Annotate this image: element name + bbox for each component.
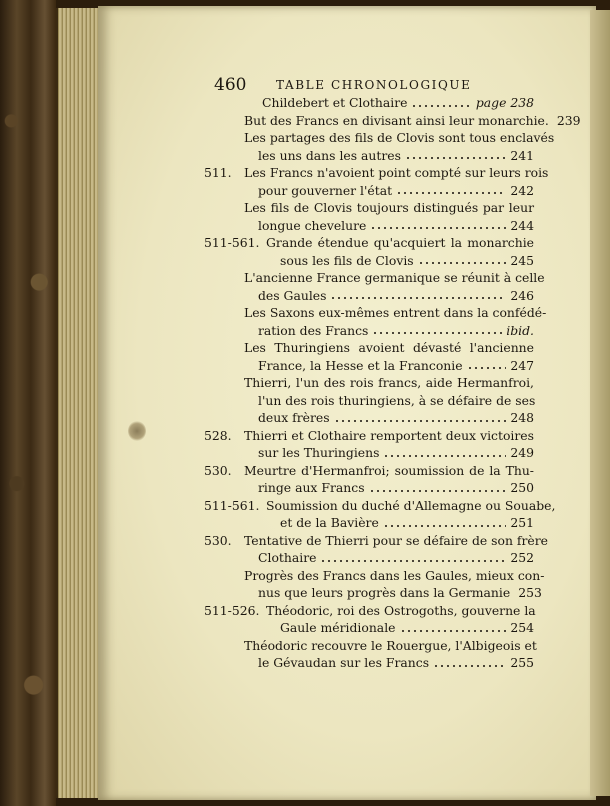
entry-text: France, la Hesse et la Franconie bbox=[258, 357, 463, 373]
entry-date: 511-561. bbox=[204, 497, 260, 513]
entry-line bbox=[204, 94, 534, 112]
chronology-entry bbox=[204, 304, 547, 339]
leader-dots bbox=[411, 104, 471, 108]
entry-text: longue chevelure bbox=[258, 217, 367, 233]
entry-line bbox=[204, 339, 534, 357]
entry-line bbox=[204, 392, 534, 410]
entry-text: Gaule méridionale bbox=[280, 620, 396, 635]
page-reference: 247 bbox=[510, 357, 534, 373]
marbled-book-edge bbox=[0, 0, 56, 806]
entry-line bbox=[204, 112, 581, 130]
foxing-spot bbox=[128, 421, 146, 441]
entry-text: Les Saxons eux-mêmes entrent dans la confédé- bbox=[244, 305, 547, 320]
entry-text: Childebert et Clothaire bbox=[262, 95, 408, 110]
entry-line bbox=[204, 287, 534, 305]
entry-text: Progrès des Francs dans les Gaules, mieux con- bbox=[244, 567, 545, 583]
entry-line bbox=[204, 479, 534, 497]
entry-text: Les partages des fils de Clovis sont tous enclavés bbox=[244, 130, 555, 145]
entry-text: ration des Francs bbox=[258, 322, 369, 338]
entry-text: Les Francs n'avoient point compté sur leurs rois bbox=[244, 165, 549, 180]
running-title: TABLE CHRONOLOGIQUE bbox=[276, 78, 472, 92]
entry-line bbox=[204, 357, 534, 375]
entry-line bbox=[204, 129, 555, 147]
entry-line bbox=[204, 199, 534, 217]
chronology-entry bbox=[204, 269, 545, 304]
chronology-entry bbox=[204, 462, 534, 497]
page-number: 460 bbox=[214, 75, 247, 95]
entry-line bbox=[204, 182, 534, 200]
chronology-entry bbox=[204, 427, 534, 462]
entry-date: 511. bbox=[204, 165, 232, 180]
entry-line bbox=[204, 619, 534, 637]
entry-line bbox=[204, 427, 534, 445]
entry-date: 528. bbox=[204, 427, 232, 443]
entry-text: les uns dans les autres bbox=[258, 147, 402, 163]
entry-text: ringe aux Francs bbox=[258, 480, 365, 495]
entry-line bbox=[204, 164, 549, 182]
chronology-entry bbox=[204, 374, 534, 427]
entry-line bbox=[204, 147, 534, 165]
entry-line bbox=[204, 637, 537, 655]
entry-text: But des Francs en divisant ainsi leur monarchie. bbox=[244, 112, 549, 128]
entry-text: sous les fils de Clovis bbox=[280, 252, 414, 268]
chronology-entry bbox=[204, 199, 534, 234]
entry-text: Théodoric, roi des Ostrogoths, gouverne la bbox=[266, 602, 536, 618]
entry-line bbox=[204, 409, 534, 427]
entry-text: le Gévaudan sur les Francs bbox=[258, 655, 430, 670]
page-reference: 244 bbox=[510, 217, 534, 233]
leader-dots bbox=[383, 524, 507, 528]
entry-text: deux frères bbox=[258, 410, 330, 425]
entry-text: Tentative de Thierri pour se défaire de son frère bbox=[244, 532, 548, 548]
chronology-entry bbox=[204, 94, 534, 112]
entry-text: L'ancienne France germanique se réunit à celle bbox=[244, 270, 545, 285]
leader-dots bbox=[433, 664, 506, 668]
chronology-list bbox=[204, 94, 581, 672]
leader-dots bbox=[372, 331, 502, 335]
entry-text: Les Thuringiens avoient dévasté l'ancienne bbox=[244, 340, 534, 355]
entry-line bbox=[204, 269, 545, 287]
entry-text: pour gouverner l'état bbox=[258, 182, 393, 198]
page-reference: page 238 bbox=[475, 95, 534, 110]
chronology-entry bbox=[204, 637, 537, 672]
page-reference: ibid. bbox=[506, 322, 534, 338]
entry-line bbox=[204, 217, 534, 235]
page-reference: 250 bbox=[510, 480, 534, 495]
entry-line bbox=[204, 462, 534, 480]
page-reference: 252 bbox=[510, 550, 534, 565]
page-reference: 253 bbox=[518, 585, 542, 600]
entry-line bbox=[204, 444, 534, 462]
chronology-entry bbox=[204, 602, 534, 637]
page-reference: 246 bbox=[510, 287, 534, 303]
entry-text: des Gaules bbox=[258, 287, 327, 303]
entry-date: 530. bbox=[204, 462, 232, 478]
chronology-entry bbox=[204, 234, 534, 269]
leader-dots bbox=[370, 226, 506, 230]
leader-dots bbox=[405, 156, 506, 160]
entry-text: Thierri, l'un des rois francs, aide Hermanfroi, bbox=[244, 375, 534, 390]
entry-text: sur les Thuringiens bbox=[258, 445, 380, 460]
chronology-entry bbox=[204, 112, 581, 130]
entry-text: Théodoric recouvre le Rouergue, l'Albigeois et bbox=[244, 637, 537, 653]
entry-line bbox=[204, 532, 548, 550]
page-reference: 251 bbox=[510, 515, 534, 530]
entry-date: 511-526. bbox=[204, 602, 260, 618]
entry-line bbox=[204, 374, 534, 392]
entry-text: Grande étendue qu'acquiert la monarchie bbox=[266, 235, 534, 250]
leader-dots bbox=[467, 366, 507, 370]
facing-page-edge bbox=[590, 10, 610, 796]
leader-dots bbox=[369, 489, 507, 493]
entry-line bbox=[204, 567, 545, 585]
leader-dots bbox=[400, 629, 507, 633]
leader-dots bbox=[418, 261, 507, 265]
page-reference: 239 bbox=[556, 112, 581, 128]
leader-dots bbox=[334, 419, 507, 423]
entry-date: 511-561. bbox=[204, 235, 260, 250]
leader-dots bbox=[320, 559, 506, 563]
page-reference: 242 bbox=[510, 182, 534, 198]
page-reference: 255 bbox=[510, 655, 534, 670]
leader-dots bbox=[396, 191, 506, 195]
entry-text: l'un des rois thuringiens, à se défaire de ses bbox=[258, 392, 536, 408]
chronology-entry bbox=[204, 532, 548, 567]
chronology-entry bbox=[204, 497, 556, 532]
page-reference: 248 bbox=[510, 410, 534, 425]
entry-line bbox=[204, 252, 534, 270]
entry-line bbox=[204, 514, 534, 532]
entry-line bbox=[204, 304, 547, 322]
page-edges bbox=[56, 8, 102, 798]
entry-text: nus que leurs progrès dans la Germanie bbox=[258, 585, 511, 600]
entry-text: et de la Bavière bbox=[280, 515, 379, 530]
chronology-entry bbox=[204, 567, 545, 602]
entry-text: Thierri et Clothaire remportent deux victoires bbox=[244, 427, 534, 443]
page-reference: 245 bbox=[510, 252, 534, 268]
entry-date: 530. bbox=[204, 532, 232, 548]
entry-line bbox=[204, 549, 534, 567]
entry-line bbox=[204, 654, 534, 672]
page-reference: 249 bbox=[510, 445, 534, 460]
chronology-entry bbox=[204, 164, 549, 199]
entry-line bbox=[204, 322, 534, 340]
chronology-entry bbox=[204, 339, 534, 374]
leader-dots bbox=[383, 454, 506, 458]
leader-dots bbox=[330, 296, 506, 300]
entry-text: Clothaire bbox=[258, 550, 317, 565]
entry-text: Les fils de Clovis toujours distingués par leur bbox=[244, 200, 534, 215]
entry-line bbox=[204, 584, 542, 602]
entry-text: Meurtre d'Hermanfroi; soumission de la Thu- bbox=[244, 462, 534, 478]
entry-text: Soumission du duché d'Allemagne ou Souabe, bbox=[266, 497, 556, 513]
page-reference: 254 bbox=[510, 620, 534, 635]
page-reference: 241 bbox=[510, 147, 534, 163]
chronology-entry bbox=[204, 129, 555, 164]
